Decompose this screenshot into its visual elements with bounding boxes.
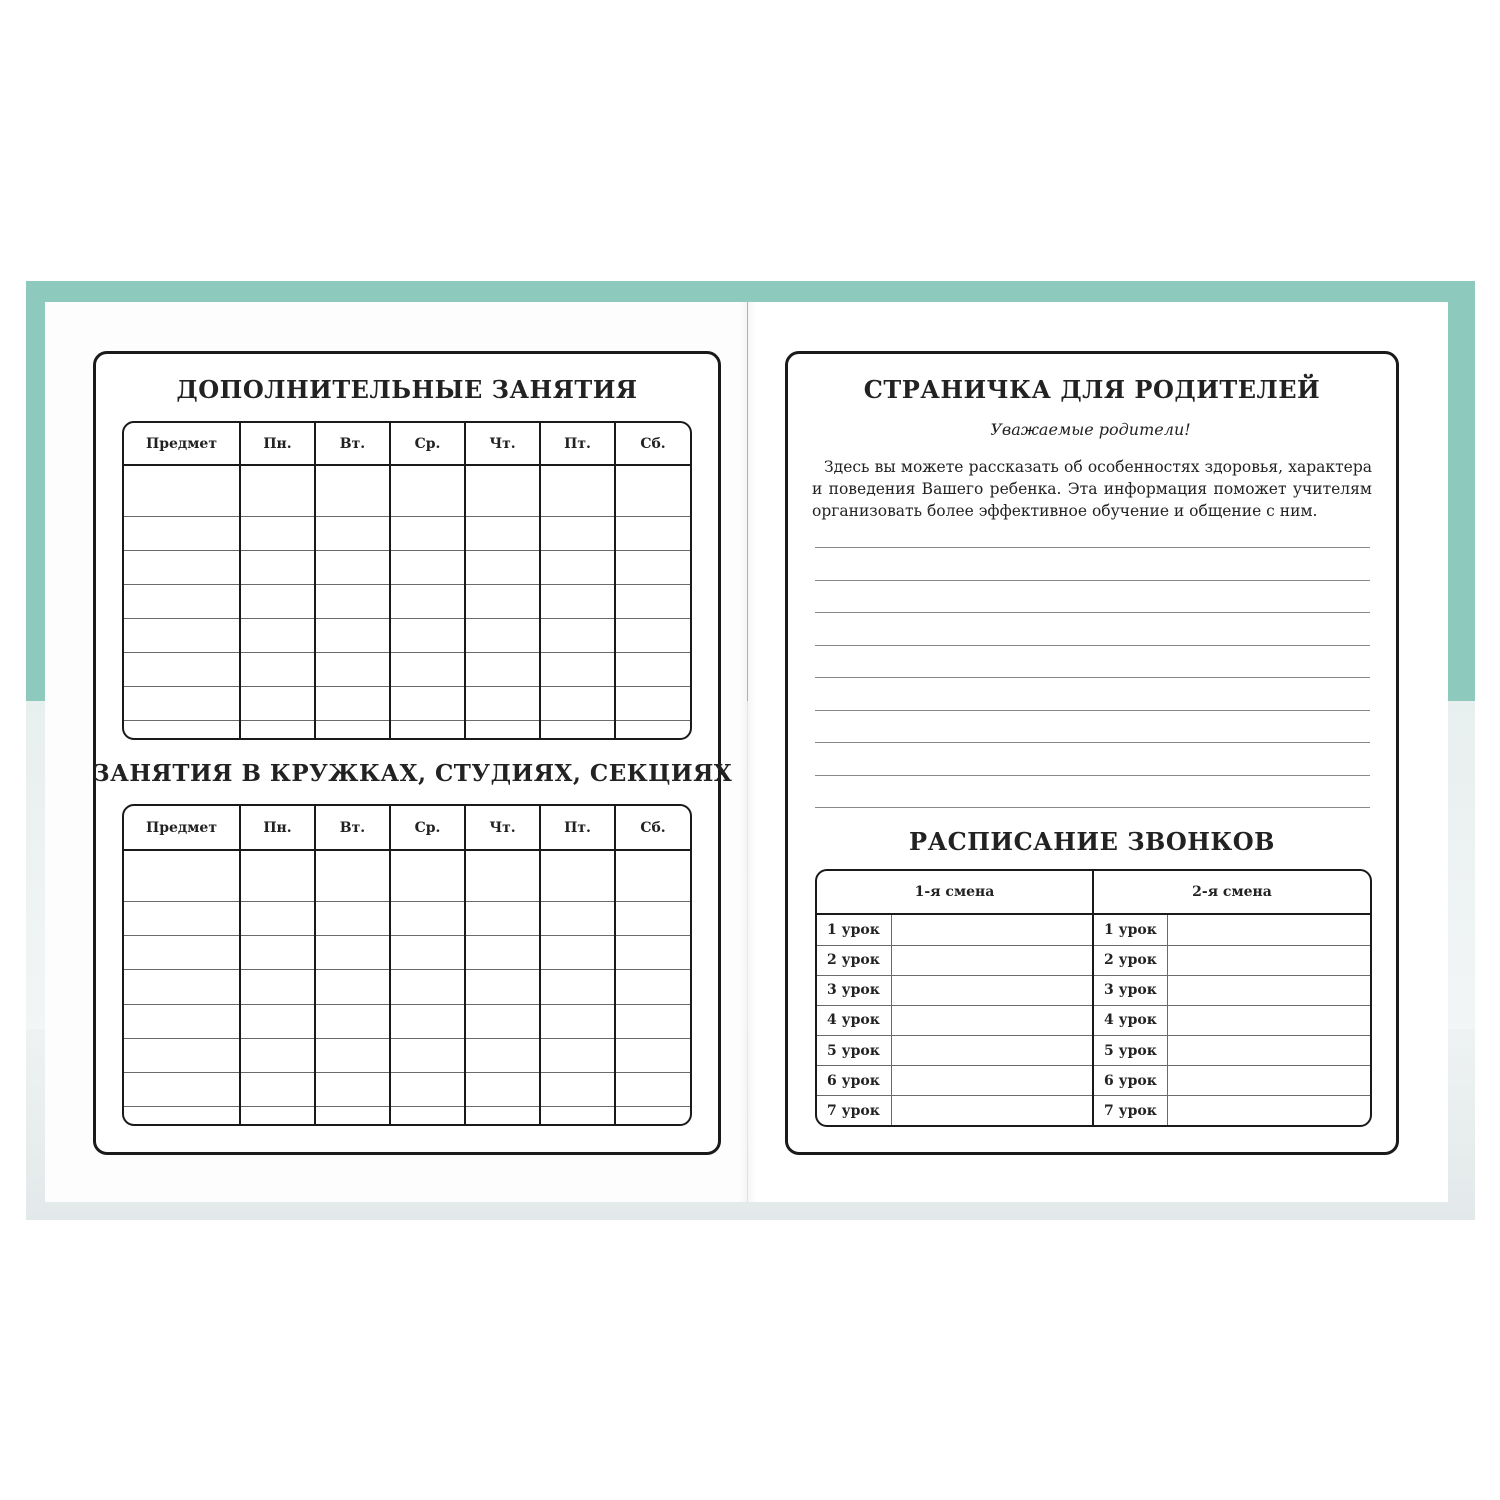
shift-2-header: 2-я смена xyxy=(1093,871,1370,914)
col-header-fri: Пт. xyxy=(540,423,615,465)
lesson-label: 7 урок xyxy=(1093,1096,1167,1125)
lesson-label: 6 урок xyxy=(1093,1066,1167,1096)
parents-greeting: Уважаемые родители! xyxy=(990,420,1191,439)
lesson-label: 3 урок xyxy=(817,975,891,1005)
lesson-label: 3 урок xyxy=(1093,975,1167,1005)
parents-page-title: СТРАНИЧКА ДЛЯ РОДИТЕЛЕЙ xyxy=(863,375,1321,404)
col-header-thu: Чт. xyxy=(465,806,540,850)
col-header-tue: Вт. xyxy=(315,423,390,465)
note-line[interactable] xyxy=(815,580,1370,581)
col-header-subject: Предмет xyxy=(124,806,240,850)
lesson-label: 4 урок xyxy=(1093,1005,1167,1035)
clubs-table xyxy=(122,804,692,1126)
table-row[interactable] xyxy=(124,1073,690,1107)
table-row[interactable] xyxy=(124,1004,690,1038)
col-header-sat: Сб. xyxy=(615,423,690,465)
parents-intro-text: Здесь вы можете рассказать об особенностях здоровья, характера и поведения Вашего ребенка. Эта информация поможет учителям организовать более эффективное обучение и общение с ним. xyxy=(812,458,1372,520)
table-row[interactable] xyxy=(124,1107,690,1124)
table-row[interactable] xyxy=(124,970,690,1004)
lesson-label: 2 урок xyxy=(817,945,891,975)
table-row[interactable] xyxy=(817,1096,1370,1125)
note-line[interactable] xyxy=(815,710,1370,711)
col-header-thu: Чт. xyxy=(465,423,540,465)
extra-activities-title: ДОПОЛНИТЕЛЬНЫЕ ЗАНЯТИЯ xyxy=(176,375,638,404)
note-line[interactable] xyxy=(815,645,1370,646)
table-row[interactable] xyxy=(124,653,690,687)
table-row[interactable] xyxy=(124,936,690,970)
col-header-tue: Вт. xyxy=(315,806,390,850)
lesson-label: 1 урок xyxy=(817,914,891,945)
table-row[interactable] xyxy=(817,975,1370,1005)
col-header-wed: Ср. xyxy=(390,423,465,465)
note-line[interactable] xyxy=(815,612,1370,613)
extra-activities-table xyxy=(122,421,692,740)
table-row[interactable] xyxy=(817,1066,1370,1096)
lesson-label: 2 урок xyxy=(1093,945,1167,975)
table-row[interactable] xyxy=(124,584,690,618)
lesson-label: 5 урок xyxy=(817,1035,891,1065)
col-header-fri: Пт. xyxy=(540,806,615,850)
clubs-title: ЗАНЯТИЯ В КРУЖКАХ, СТУДИЯХ, СЕКЦИЯХ xyxy=(93,760,733,787)
note-line[interactable] xyxy=(815,677,1370,678)
table-row[interactable] xyxy=(124,687,690,721)
lesson-label: 4 урок xyxy=(817,1005,891,1035)
col-header-subject: Предмет xyxy=(124,423,240,465)
table-row[interactable] xyxy=(124,550,690,584)
col-header-mon: Пн. xyxy=(240,806,315,850)
table-row[interactable] xyxy=(124,619,690,653)
table-row[interactable] xyxy=(124,1038,690,1072)
note-line[interactable] xyxy=(815,547,1370,548)
note-line[interactable] xyxy=(815,775,1370,776)
table-row[interactable] xyxy=(124,721,690,738)
lesson-label: 6 урок xyxy=(817,1066,891,1096)
table-row[interactable] xyxy=(817,914,1370,945)
table-row[interactable] xyxy=(817,1005,1370,1035)
table-row[interactable] xyxy=(124,516,690,550)
table-row[interactable] xyxy=(817,945,1370,975)
col-header-wed: Ср. xyxy=(390,806,465,850)
table-row[interactable] xyxy=(817,1035,1370,1065)
lesson-label: 7 урок xyxy=(817,1096,891,1125)
lesson-label: 1 урок xyxy=(1093,914,1167,945)
lesson-label: 5 урок xyxy=(1093,1035,1167,1065)
table-row[interactable] xyxy=(124,901,690,935)
bell-schedule-table xyxy=(815,869,1372,1127)
table-row[interactable] xyxy=(124,465,690,516)
note-line[interactable] xyxy=(815,742,1370,743)
table-row[interactable] xyxy=(124,850,690,901)
page-spine xyxy=(740,302,756,1202)
col-header-sat: Сб. xyxy=(615,806,690,850)
bell-schedule-title: РАСПИСАНИЕ ЗВОНКОВ xyxy=(909,827,1275,856)
note-line[interactable] xyxy=(815,807,1370,808)
shift-1-header: 1-я смена xyxy=(817,871,1093,914)
col-header-mon: Пн. xyxy=(240,423,315,465)
